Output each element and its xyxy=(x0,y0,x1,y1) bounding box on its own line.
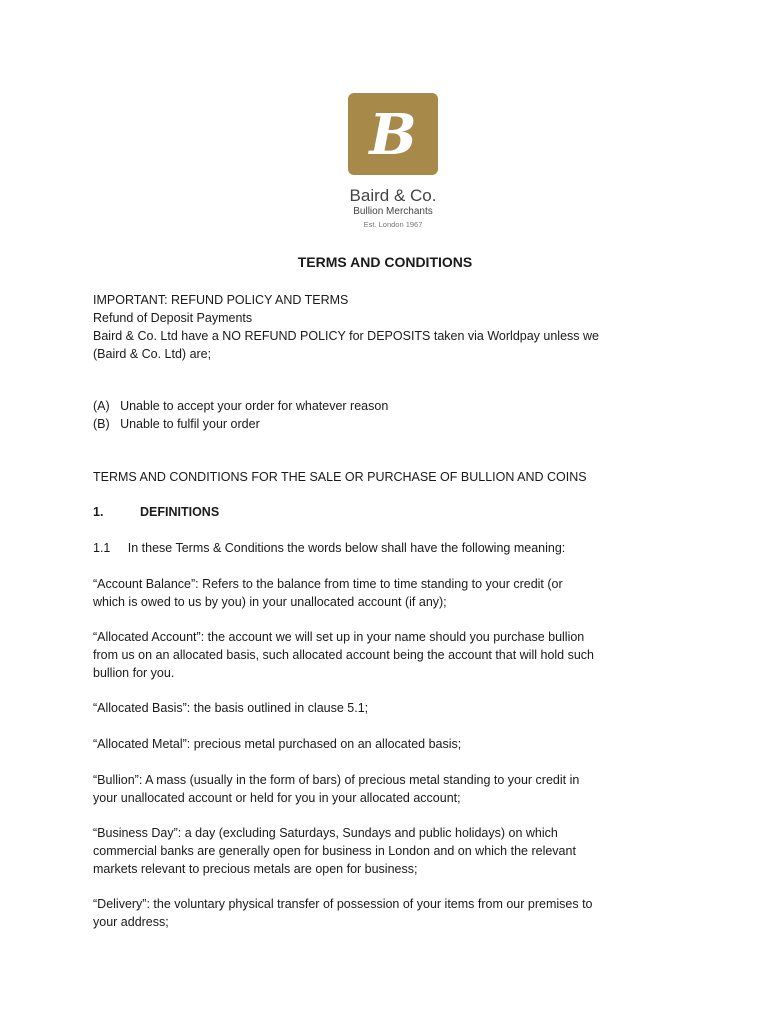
definition-line: markets relevant to precious metals are open for business; xyxy=(93,862,418,876)
logo-brand-name: Baird & Co. xyxy=(349,186,437,205)
definition-line: “Allocated Metal”: precious metal purchased on an allocated basis; xyxy=(93,737,462,751)
section-heading: TERMS AND CONDITIONS FOR THE SALE OR PURCHASE OF BULLION AND COINS xyxy=(93,470,587,484)
definitions-number: 1. xyxy=(93,505,104,519)
definition-line: “Allocated Account”: the account we will set up in your name should you purchase bullion xyxy=(93,630,585,644)
definition-line: “Allocated Basis”: the basis outlined in clause 5.1; xyxy=(93,701,369,715)
logo-established: Est. London 1967 xyxy=(363,220,423,229)
refund-subheading: Refund of Deposit Payments xyxy=(93,311,253,325)
definition-line: your address; xyxy=(93,915,169,929)
refund-item-a: (A) Unable to accept your order for whatever reason xyxy=(93,399,389,413)
definition-line: “Bullion”: A mass (usually in the form of bars) of precious metal standing to your credit in xyxy=(93,773,580,787)
definition-line: from us on an allocated basis, such allocated account being the account that will hold such xyxy=(93,648,595,662)
refund-item-b: (B) Unable to fulfil your order xyxy=(93,417,260,431)
definition-line: “Delivery”: the voluntary physical transfer of possession of your items from our premises to xyxy=(93,897,593,911)
baird-logo xyxy=(348,93,438,175)
definition-line: your unallocated account or held for you in your allocated account; xyxy=(93,791,461,805)
definition-line: which is owed to us by you) in your unallocated account (if any); xyxy=(93,595,447,609)
definitions-heading: DEFINITIONS xyxy=(140,505,220,519)
refund-text-line-2: (Baird & Co. Ltd) are; xyxy=(93,347,212,361)
definition-line: commercial banks are generally open for business in London and on which the relevant xyxy=(93,844,576,858)
definition-line: “Business Day”: a day (excluding Saturdays, Sundays and public holidays) on which xyxy=(93,826,558,840)
document-title: TERMS AND CONDITIONS xyxy=(297,254,473,270)
definition-line: bullion for you. xyxy=(93,666,175,680)
definitions-intro: 1.1 In these Terms & Conditions the words below shall have the following meaning: xyxy=(93,541,566,555)
logo-tagline: Bullion Merchants xyxy=(353,206,433,217)
logo-monogram: B xyxy=(369,102,417,168)
refund-text-line-1: Baird & Co. Ltd have a NO REFUND POLICY for DEPOSITS taken via Worldpay unless we xyxy=(93,329,599,343)
definition-line: “Account Balance”: Refers to the balance from time to time standing to your credit (or xyxy=(93,577,563,591)
refund-heading: IMPORTANT: REFUND POLICY AND TERMS xyxy=(93,293,349,307)
